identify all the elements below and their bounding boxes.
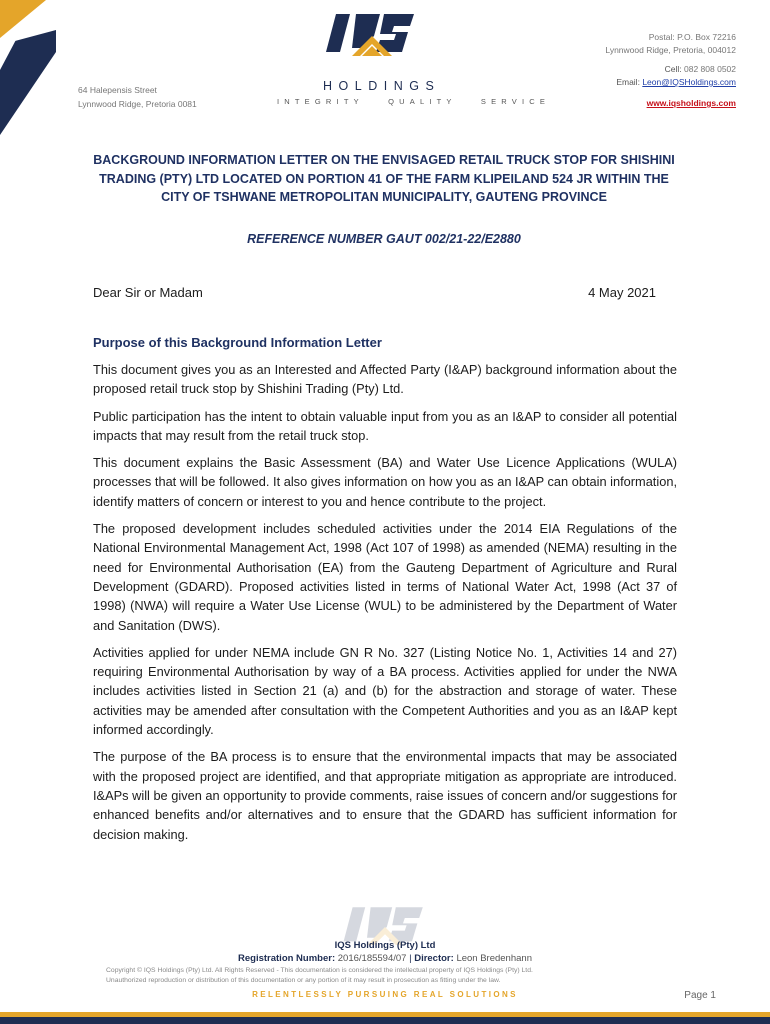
copyright-notice [106,966,666,986]
letter-title: BACKGROUND INFORMATION LETTER ON THE ENVISAGED RETAIL TRUCK STOP FOR SHISHINI TRADING (PTY) LTD LOCATED ON PORTION 41 OF THE FARM KLIPEILAND 524 JR WITHIN THE CITY OF TSHWANE METROPOLITAN MUNICIPALITY, GAUTENG PROVINCE [93,153,675,204]
contact-block [605,31,736,110]
purpose-heading: Purpose of this Background Information Letter [93,335,382,350]
body-paragraph: This document explains the Basic Assessment (BA) and Water Use Licence Applications (WULA) processes that will be followed. It also gives information on how you as an I&AP can obtain information, identify matters of concern or interest to you and hence contribute to the project. [93,455,677,509]
body-paragraph: Activities applied for under NEMA include GN R No. 327 (Listing Notice No. 1, Activities 14 and 27) requiring Environmental Authorisation by way of a BA process. Activities applied for under the NWA includes activities listed in Section 21 (a) and (b) for the abstraction and storage of water. These activities may be amended after consultation with the Competent Authorities and you as an I&AP kept informed accordingly. [93,644,677,738]
letter-body [93,360,677,852]
director-label: Director: [414,953,454,964]
website-link[interactable]: www.iqsholdings.com [646,98,736,108]
footer-registration [0,953,770,964]
postal-line2: Lynnwood Ridge, Pretoria, 004012 [605,45,736,55]
salutation: Dear Sir or Madam [93,285,203,300]
email-label: Email: [616,77,640,87]
registration-value: 2016/185594/07 [337,953,407,964]
company-wordmark: HOLDINGS [323,79,441,93]
street-address-line1: 64 Halepensis Street [78,85,157,95]
page-number: Page 1 [684,990,716,1001]
body-paragraph: Public participation has the intent to obtain valuable input from you as an I&AP to consider all potential impacts that may result from the retail truck stop. [93,408,677,443]
bottom-decoration-stripe [0,1012,770,1024]
company-slogan: RELENTLESSLY PURSUING REAL SOLUTIONS [252,990,518,999]
cell-line [605,63,736,76]
email-link[interactable]: Leon@IQSHoldings.com [642,77,736,87]
reference-number: REFERENCE NUMBER GAUT 002/21-22/E2880 [247,232,521,246]
tagline-integrity: INTEGRITY [277,97,364,106]
cell-label: Cell: [664,64,682,74]
postal-line1: Postal: P.O. Box 72216 [648,32,736,42]
footer-separator: | [409,953,412,964]
tagline-service: SERVICE [480,97,551,106]
email-line [605,76,736,89]
body-paragraph: This document gives you as an Interested and Affected Party (I&AP) background information about the proposed retail truck stop by Shishini Trading (Pty) Ltd. [93,362,677,397]
corner-decoration [0,0,70,135]
footer-company-name: IQS Holdings (Pty) Ltd [334,940,436,951]
street-address [78,83,197,111]
letter-date: 4 May 2021 [588,285,656,300]
body-paragraph: The purpose of the BA process is to ensure that the environmental impacts that may be associated with the proposed project are identified, and that appropriate mitigation as appropriate are introduced. I&APs will be given an opportunity to provide comments, raise issues of concern and/or suggestions for enhanced benefits and/or alternatives and to ensure that the GDARD has sufficient information for decision making. [93,749,677,842]
cell-value: 082 808 0502 [684,64,736,74]
tagline-quality: QUALITY [388,97,457,106]
iqs-logo-icon [322,12,422,80]
director-value: Leon Bredenhann [456,953,532,964]
registration-label: Registration Number: [238,953,336,964]
copyright-line1: Copyright © IQS Holdings (Pty) Ltd. All Rights Reserved - This documentation is considered the intellectual property of IQS Holdings (Pty) Ltd. [106,967,533,974]
street-address-line2: Lynnwood Ridge, Pretoria 0081 [78,99,197,109]
company-tagline [277,97,567,106]
copyright-line2: Unauthorized reproduction or distribution of this documentation or any portion of it may result in prosecution as fitting under the law. [106,977,501,984]
body-paragraph: The proposed development includes scheduled activities under the 2014 EIA Regulations of the National Environmental Management Act, 1998 (Act 107 of 1998) as amended (NEMA) resulting in the need for Environmental Authorisation (EA) from the Gauteng Department of Agriculture and Rural Development (GDARD). Proposed activities listed in terms of National Water Act, 1998 (Act 37 of 1998) (NWA) will require a Water Use License (WUL) to be administered by the Department of Water and Sanitation (DWS). [93,521,677,633]
